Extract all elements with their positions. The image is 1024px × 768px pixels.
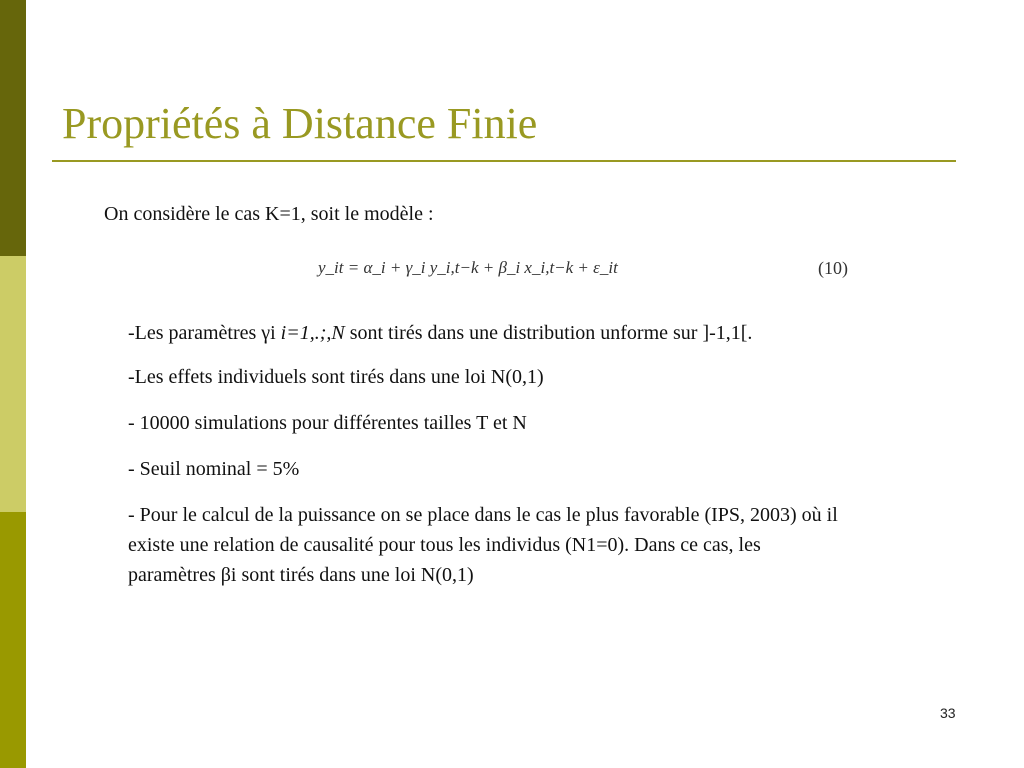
sidebar-decoration (0, 0, 26, 768)
bullet-list (128, 318, 850, 606)
model-equation (318, 254, 618, 282)
bullet-power: - Pour le calcul de la puissance on se place dans le cas le plus favorable (IPS, 2003) où il existe une relation de causalité pour tous les individus (N1=0). Dans ce cas, les paramètres βi sont tirés dans une loi N(0,1) (128, 504, 838, 586)
bullet-parameters-prefix: -Les paramètres γi (128, 322, 281, 344)
sidebar-segment-top (0, 0, 26, 256)
equation-number: (10) (818, 258, 848, 278)
bullet-parameters-suffix: sont tirés dans une distribution unforme sur ]-1,1[. (344, 322, 753, 344)
bullet-parameters (128, 318, 850, 348)
sidebar-segment-middle (0, 256, 26, 512)
sidebar-segment-bottom (0, 512, 26, 768)
bullet-individual-effects: -Les effets individuels sont tirés dans une loi N(0,1) (128, 366, 544, 388)
intro-text: On considère le cas K=1, soit le modèle : (104, 203, 434, 225)
equation-text: y_it = α_i + γ_i y_i,t−k + β_i x_i,t−k + ε_it (318, 258, 618, 277)
bullet-parameters-index: i=1,.;,N (280, 322, 345, 344)
bullet-simulations: - 10000 simulations pour différentes tailles T et N (128, 412, 527, 434)
title-underline (52, 160, 956, 162)
page-number: 33 (940, 705, 956, 721)
bullet-nominal-level: - Seuil nominal = 5% (128, 458, 300, 480)
slide-title: Propriétés à Distance Finie (62, 99, 538, 148)
